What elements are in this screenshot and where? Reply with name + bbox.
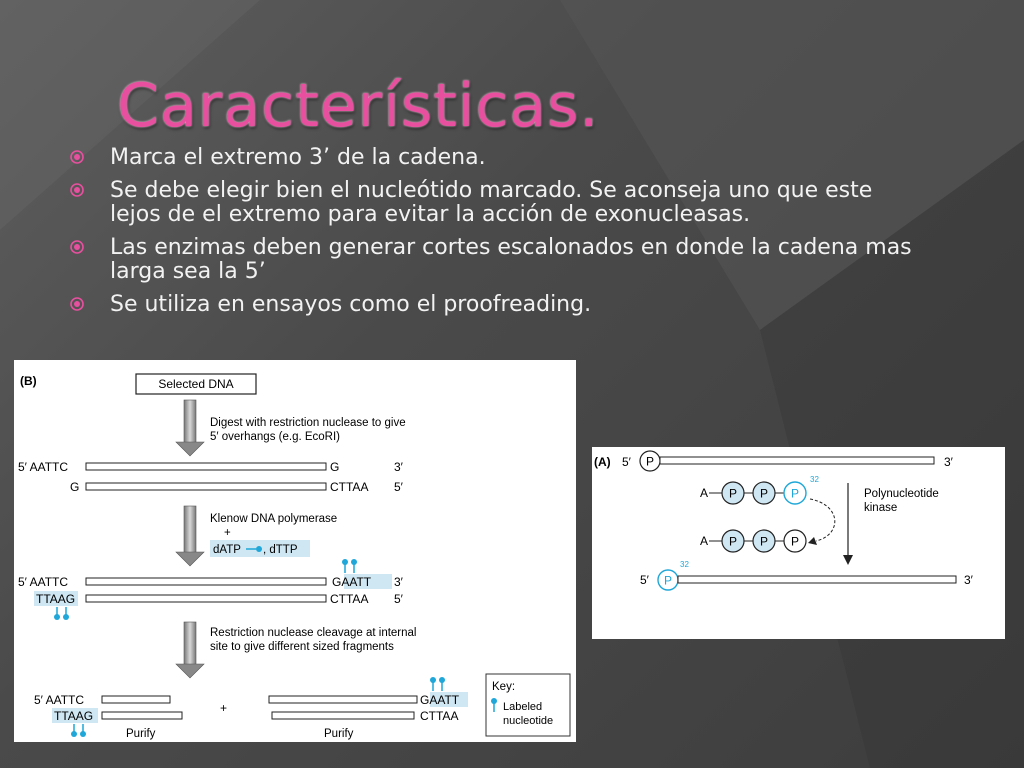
- frag-left-top: 5′ AATTC: [34, 693, 85, 707]
- slide-title: Características.: [117, 71, 600, 141]
- panel-label-a: (A): [594, 455, 611, 469]
- labeled-nucleotide-icon: [430, 677, 445, 691]
- phosphate-label: P: [759, 486, 769, 501]
- step2-plus: +: [224, 527, 231, 539]
- dna-strand: [102, 696, 170, 703]
- step2-line1: Klenow DNA polymerase: [210, 513, 338, 525]
- panel-label-b: (B): [20, 374, 37, 388]
- datp-label: dATP: [213, 544, 241, 556]
- row1-bottom-right: CTTAA: [330, 480, 369, 494]
- labeled-nucleotide-icon: [71, 724, 86, 737]
- phosphate-label: P: [790, 486, 800, 501]
- row1-bottom-left: G: [70, 480, 80, 494]
- three-prime-label: 3′: [394, 575, 403, 589]
- phosphate-label: P: [759, 534, 769, 549]
- transfer-arrow-icon: [810, 499, 835, 541]
- five-prime-label: 5′: [640, 573, 649, 587]
- dna-strand: [269, 696, 417, 703]
- labeled-nucleotide-icon: [54, 607, 69, 620]
- row2-top-right: GAATT: [332, 575, 372, 589]
- phosphate-label: P: [728, 486, 738, 501]
- labeled-nucleotide-icon: [342, 559, 357, 573]
- enzyme-line1: Polynucleotide: [864, 488, 939, 500]
- row2-bottom-right: CTTAA: [330, 592, 369, 606]
- dna-strand: [678, 576, 956, 583]
- plus-sign: +: [220, 701, 228, 715]
- step3-line1: Restriction nuclease cleavage at internal: [210, 627, 417, 639]
- row1-top-left: 5′ AATTC: [18, 460, 69, 474]
- down-arrow-icon: [176, 622, 204, 678]
- frag-left-bottom: TTAAG: [54, 709, 94, 723]
- row1-top-right: G: [330, 460, 340, 474]
- dna-strand: [86, 483, 326, 490]
- circle-bullet-icon: [70, 150, 84, 164]
- bullet-item: [66, 236, 926, 284]
- dttp-label: , dTTP: [263, 544, 298, 556]
- bullet-text: Marca el extremo 3’ de la cadena.: [110, 145, 486, 170]
- step1-line2: 5′ overhangs (e.g. EcoRI): [210, 431, 340, 443]
- frag-right-bottom: CTTAA: [420, 709, 459, 723]
- three-prime-label: 3′: [964, 573, 973, 587]
- five-prime-label: 5′: [394, 592, 403, 606]
- three-prime-label: 3′: [394, 460, 403, 474]
- circle-bullet-icon: [70, 240, 84, 254]
- bullet-item: [66, 293, 926, 317]
- five-prime-label: 5′: [622, 455, 631, 469]
- isotope-label: 32: [810, 475, 819, 484]
- dna-strand: [272, 712, 414, 719]
- phosphate-label: P: [663, 573, 673, 588]
- key-title: Key:: [492, 681, 516, 693]
- isotope-label: 32: [680, 560, 689, 569]
- enzyme-line2: kinase: [864, 502, 898, 514]
- phosphate-label: P: [790, 534, 800, 549]
- step1-line1: Digest with restriction nuclease to give: [210, 417, 406, 429]
- selected-dna-label: Selected DNA: [158, 377, 234, 391]
- phosphate-label: P: [728, 534, 738, 549]
- dna-strand: [86, 578, 326, 585]
- dna-strand: [660, 457, 934, 464]
- adenosine-label: A: [700, 486, 709, 500]
- bullet-list: [66, 146, 926, 326]
- frag-right-top: GAATT: [420, 693, 460, 707]
- bullet-text: Se debe elegir bien el nucleótido marcado. Se aconseja uno que este lejos de el extremo para evitar la acción de exonucleasas.: [110, 178, 873, 227]
- dna-strand: [86, 463, 326, 470]
- bullet-item: [66, 146, 926, 170]
- bullet-text: Se utiliza en ensayos como el proofreading.: [110, 292, 592, 317]
- bullet-item: [66, 179, 926, 227]
- purify-left: Purify: [126, 728, 156, 740]
- five-prime-label: 5′: [394, 480, 403, 494]
- purify-right: Purify: [324, 728, 354, 740]
- row2-bottom-left: TTAAG: [36, 592, 76, 606]
- step3-line2: site to give different sized fragments: [210, 641, 394, 653]
- circle-bullet-icon: [70, 297, 84, 311]
- phosphate-label: P: [645, 454, 655, 469]
- down-arrow-icon: [176, 400, 204, 456]
- key-text-line2: nucleotide: [503, 715, 554, 727]
- three-prime-label: 3′: [944, 455, 953, 469]
- adenosine-label: A: [700, 534, 709, 548]
- key-text-line1: Labeled: [503, 701, 543, 713]
- figure-a-kinase-labeling: [592, 447, 1005, 639]
- circle-bullet-icon: [70, 183, 84, 197]
- bullet-text: Las enzimas deben generar cortes escalonados en donde la cadena mas larga sea la 5’: [110, 235, 912, 284]
- dna-strand: [86, 595, 326, 602]
- row2-top-left: 5′ AATTC: [18, 575, 69, 589]
- down-arrow-icon: [176, 506, 204, 566]
- dna-strand: [102, 712, 182, 719]
- figure-b-end-labeling: [14, 360, 576, 742]
